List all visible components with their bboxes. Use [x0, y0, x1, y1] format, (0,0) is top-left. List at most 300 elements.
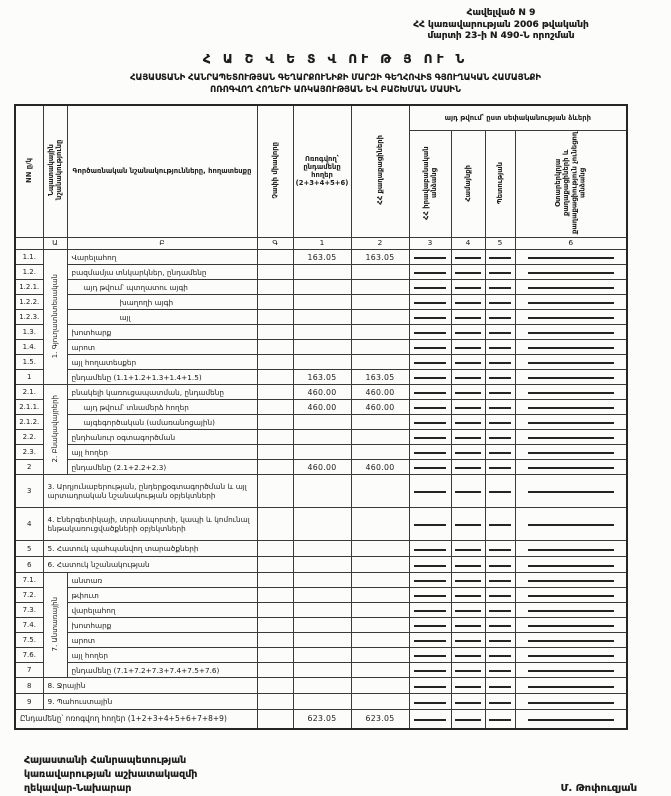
land-type: բազմամյա տնկարկներ, ընդամենը: [67, 265, 257, 280]
column-letter: 4: [451, 238, 485, 250]
row-number: 1.2.1.: [15, 280, 43, 295]
table-row: [15, 400, 627, 415]
column-letter: 3: [409, 238, 451, 250]
dash-cell: [409, 573, 451, 588]
value-cell: 460.00: [351, 385, 409, 400]
land-category: 3. Արդյունաբերության, ընդերքօգտագործման և այլ արտադրական նշանակության օբյեկտների: [43, 475, 257, 508]
col-header-community: Համայնքի: [451, 131, 485, 238]
value-cell: [293, 310, 351, 325]
land-type: Վարելահող: [67, 250, 257, 265]
value-cell: [351, 663, 409, 678]
dash-cell: [451, 445, 485, 460]
land-type: վարելահող: [67, 603, 257, 618]
dash-cell: [485, 541, 515, 557]
value-cell: 460.00: [351, 400, 409, 415]
signatory-line-1: Հայաստանի Հանրապետության: [24, 754, 187, 766]
unit-cell: [257, 280, 293, 295]
report-table: [14, 104, 628, 730]
row-number: 1: [15, 370, 43, 385]
dash-cell: [485, 694, 515, 710]
unit-cell: [257, 475, 293, 508]
table-row-grand-total: [15, 710, 627, 729]
table-row: [15, 250, 627, 265]
land-category: 6. Հատուկ նշանակության: [43, 557, 257, 573]
column-letter: Բ: [67, 238, 257, 250]
table-row: [15, 573, 627, 588]
land-type: խաղողի այգի: [67, 295, 257, 310]
unit-cell: [257, 355, 293, 370]
dash-cell: [515, 710, 627, 729]
dash-cell: [451, 430, 485, 445]
value-cell: 460.00: [293, 460, 351, 475]
row-number: 5: [15, 541, 43, 557]
dash-cell: [451, 588, 485, 603]
value-cell: [351, 280, 409, 295]
row-number: 2.1.: [15, 385, 43, 400]
row-number: 4: [15, 508, 43, 541]
row-number: 9: [15, 694, 43, 710]
dash-cell: [485, 340, 515, 355]
table-row-subtotal: [15, 663, 627, 678]
dash-cell: [409, 340, 451, 355]
unit-cell: [257, 370, 293, 385]
value-cell: [293, 603, 351, 618]
dash-cell: [485, 265, 515, 280]
dash-cell: [485, 618, 515, 633]
land-category: 4. Էներգետիկայի, տրանսպորտի, կապի և կոմունալ ենթակառուցվածքների օբյեկտների: [43, 508, 257, 541]
dash-cell: [515, 370, 627, 385]
column-letter: Ա: [43, 238, 67, 250]
dash-cell: [451, 295, 485, 310]
land-type: խոտհարք: [67, 325, 257, 340]
value-cell: 163.05: [293, 250, 351, 265]
dash-cell: [515, 694, 627, 710]
dash-cell: [485, 557, 515, 573]
value-cell: [351, 265, 409, 280]
dash-cell: [515, 633, 627, 648]
land-type: խոտհարք: [67, 618, 257, 633]
value-cell: [293, 557, 351, 573]
value-cell: [293, 573, 351, 588]
dash-cell: [409, 541, 451, 557]
col-header-functional: Գործառնական նշանակությունները, հողատեսքը: [67, 105, 257, 238]
value-cell: [351, 355, 409, 370]
dash-cell: [409, 355, 451, 370]
table-row-category: [15, 694, 627, 710]
land-type: անտառ: [67, 573, 257, 588]
table-row: [15, 430, 627, 445]
value-cell: 163.05: [293, 370, 351, 385]
value-cell: [293, 508, 351, 541]
value-cell: [293, 445, 351, 460]
value-cell: [351, 588, 409, 603]
table-row-category: [15, 508, 627, 541]
table-row-category: [15, 557, 627, 573]
dash-cell: [485, 508, 515, 541]
land-category: 8. Ջրային: [43, 678, 257, 694]
value-cell: 460.00: [351, 460, 409, 475]
signature-block: [0, 754, 671, 796]
value-cell: [351, 618, 409, 633]
col-header-purpose: Նպատակային նշանակությունը: [43, 105, 67, 238]
row-number: 2.1.2.: [15, 415, 43, 430]
value-cell: [293, 295, 351, 310]
dash-cell: [515, 557, 627, 573]
unit-cell: [257, 325, 293, 340]
dash-cell: [409, 250, 451, 265]
row-number: 2.2.: [15, 430, 43, 445]
value-cell: [293, 265, 351, 280]
row-number: 1.1.: [15, 250, 43, 265]
row-number: 1.5.: [15, 355, 43, 370]
value-cell: [351, 325, 409, 340]
value-cell: [293, 588, 351, 603]
dash-cell: [451, 310, 485, 325]
value-cell: [293, 541, 351, 557]
dash-cell: [451, 460, 485, 475]
unit-cell: [257, 385, 293, 400]
dash-cell: [451, 508, 485, 541]
row-number: 3: [15, 475, 43, 508]
subtitle-line-2: ՈՌՈԳՎՈՂ ՀՈՂԵՐԻ ԱՌԿԱՅՈՒԹՅԱՆ ԵՎ ԲԱՇԽՄԱՆ ՄԱՍԻՆ: [210, 83, 461, 94]
document-subtitle: [0, 72, 671, 96]
table-row: [15, 633, 627, 648]
dash-cell: [515, 648, 627, 663]
value-cell: [351, 648, 409, 663]
col-header-legal: ՀՀ իրավաբանական անձանց: [409, 131, 451, 238]
dash-cell: [485, 445, 515, 460]
dash-cell: [485, 415, 515, 430]
dash-cell: [485, 370, 515, 385]
row-number: 7.6.: [15, 648, 43, 663]
dash-cell: [409, 678, 451, 694]
value-cell: [351, 603, 409, 618]
unit-cell: [257, 541, 293, 557]
table-row: [15, 648, 627, 663]
dash-cell: [451, 618, 485, 633]
unit-cell: [257, 663, 293, 678]
signatory-title: [24, 754, 197, 796]
dash-cell: [515, 475, 627, 508]
dash-cell: [515, 460, 627, 475]
dash-cell: [485, 400, 515, 415]
row-number: 1.3.: [15, 325, 43, 340]
dash-cell: [409, 475, 451, 508]
land-type: այդ թվում՝ տնամերձ հողեր: [67, 400, 257, 415]
dash-cell: [451, 633, 485, 648]
unit-cell: [257, 310, 293, 325]
land-type: ընդամենը (2.1+2.2+2.3): [67, 460, 257, 475]
dash-cell: [485, 573, 515, 588]
dash-cell: [515, 445, 627, 460]
dash-cell: [451, 400, 485, 415]
value-cell: [293, 618, 351, 633]
dash-cell: [515, 415, 627, 430]
table-row: [15, 603, 627, 618]
value-cell: [351, 445, 409, 460]
row-number: 1.2.2.: [15, 295, 43, 310]
row-number: 7.2.: [15, 588, 43, 603]
dash-cell: [451, 325, 485, 340]
row-number: 1.4.: [15, 340, 43, 355]
row-number: 6: [15, 557, 43, 573]
dash-cell: [451, 475, 485, 508]
value-cell: [293, 280, 351, 295]
land-type: ընդամենը (1.1+1.2+1.3+1.4+1.5): [67, 370, 257, 385]
dash-cell: [451, 694, 485, 710]
value-cell: [351, 541, 409, 557]
value-cell: [351, 475, 409, 508]
dash-cell: [409, 460, 451, 475]
dash-cell: [485, 355, 515, 370]
dash-cell: [451, 265, 485, 280]
signatory-line-3: ղեկավար-Նախարար: [24, 783, 132, 795]
dash-cell: [515, 573, 627, 588]
appendix-block: [341, 8, 661, 43]
dash-cell: [451, 355, 485, 370]
value-cell: [293, 415, 351, 430]
dash-cell: [485, 710, 515, 729]
dash-cell: [409, 557, 451, 573]
dash-cell: [515, 340, 627, 355]
value-cell: [293, 633, 351, 648]
header-row-1: [15, 105, 627, 131]
dash-cell: [451, 648, 485, 663]
col-header-state: Պետության: [485, 131, 515, 238]
unit-cell: [257, 400, 293, 415]
value-cell: [293, 475, 351, 508]
dash-cell: [485, 648, 515, 663]
row-number: 1.2.: [15, 265, 43, 280]
value-cell: [293, 430, 351, 445]
dash-cell: [451, 340, 485, 355]
col-header-citizens: ՀՀ քաղաքացիների: [351, 105, 409, 238]
dash-cell: [485, 295, 515, 310]
dash-cell: [451, 557, 485, 573]
dash-cell: [515, 541, 627, 557]
value-cell: [351, 310, 409, 325]
group-label-agricultural: 1. Գյուղատնտեսական: [43, 250, 67, 385]
dash-cell: [451, 385, 485, 400]
value-cell: [351, 340, 409, 355]
subtitle-line-1: ՀԱՅԱՍՏԱՆԻ ՀԱՆՐԱՊԵՏՈՒԹՅԱՆ ԳԵՂԱՐՔՈՒՆԻՔԻ ՄԱՐԶԻ ԳԵՂՀՈՎԻՏ ԳՅՈՒՂԱԿԱՆ ՀԱՄԱՅՆՔԻ: [130, 72, 541, 83]
dash-cell: [485, 430, 515, 445]
dash-cell: [451, 415, 485, 430]
unit-cell: [257, 340, 293, 355]
dash-cell: [485, 250, 515, 265]
group-label-forest: 7. Անտառային: [43, 573, 67, 678]
dash-cell: [485, 588, 515, 603]
column-letter: 1: [293, 238, 351, 250]
dash-cell: [515, 430, 627, 445]
table-row-category: [15, 541, 627, 557]
value-cell: [351, 430, 409, 445]
unit-cell: [257, 678, 293, 694]
value-cell: 460.00: [293, 400, 351, 415]
table-row-subtotal: [15, 460, 627, 475]
row-number: 7: [15, 663, 43, 678]
dash-cell: [409, 310, 451, 325]
dash-cell: [515, 588, 627, 603]
dash-cell: [515, 355, 627, 370]
unit-cell: [257, 633, 293, 648]
dash-cell: [485, 603, 515, 618]
dash-cell: [409, 710, 451, 729]
value-cell: [293, 678, 351, 694]
column-letter: [15, 238, 43, 250]
dash-cell: [451, 541, 485, 557]
row-number: 7.1.: [15, 573, 43, 588]
value-cell: [351, 573, 409, 588]
land-type: բնակելի կառուցապատման, ընդամենը: [67, 385, 257, 400]
dash-cell: [451, 678, 485, 694]
unit-cell: [257, 603, 293, 618]
value-cell: [293, 325, 351, 340]
unit-cell: [257, 557, 293, 573]
column-letter: 6: [515, 238, 627, 250]
row-number: 2.3.: [15, 445, 43, 460]
dash-cell: [409, 588, 451, 603]
dash-cell: [409, 325, 451, 340]
dash-cell: [409, 694, 451, 710]
unit-cell: [257, 573, 293, 588]
land-type: արոտ: [67, 633, 257, 648]
value-cell: [293, 648, 351, 663]
col-header-including: այդ թվում՝ ըստ սեփականության ձևերի: [409, 105, 627, 131]
table-row: [15, 325, 627, 340]
dash-cell: [409, 415, 451, 430]
unit-cell: [257, 295, 293, 310]
dash-cell: [515, 678, 627, 694]
col-header-foreign: Օտարերկրյա քաղաքացիների և քաղաքացիություն չունեցող անձանց: [515, 131, 627, 238]
unit-cell: [257, 648, 293, 663]
signatory-line-2: կառավարության աշխատակազմի: [24, 768, 198, 780]
table-row: [15, 280, 627, 295]
land-type: թփուտ: [67, 588, 257, 603]
dash-cell: [515, 663, 627, 678]
land-type: այլ հողեր: [67, 445, 257, 460]
document-title: Հ Ա Շ Վ Ե Տ Վ ՈՒ Թ Յ ՈՒ Ն: [202, 52, 469, 67]
column-letter: Գ: [257, 238, 293, 250]
table-row: [15, 355, 627, 370]
table-row-category: [15, 678, 627, 694]
government-line: ՀՀ կառավարության 2006 թվականի: [413, 19, 589, 30]
value-cell: [351, 633, 409, 648]
dash-cell: [409, 445, 451, 460]
signatory-name: Մ. Թոփուզյան: [560, 783, 637, 795]
unit-cell: [257, 508, 293, 541]
dash-cell: [451, 370, 485, 385]
dash-cell: [409, 430, 451, 445]
dash-cell: [515, 280, 627, 295]
land-type: այգեգործական (ամառանոցային): [67, 415, 257, 430]
dash-cell: [485, 310, 515, 325]
value-cell: 163.05: [351, 370, 409, 385]
table-row: [15, 445, 627, 460]
column-letter: 5: [485, 238, 515, 250]
row-number: 8: [15, 678, 43, 694]
row-number: 7.4.: [15, 618, 43, 633]
land-type: ընդհանուր օգտագործման: [67, 430, 257, 445]
dash-cell: [515, 295, 627, 310]
unit-cell: [257, 430, 293, 445]
value-cell: 623.05: [351, 710, 409, 729]
unit-cell: [257, 618, 293, 633]
dash-cell: [409, 648, 451, 663]
dash-cell: [515, 603, 627, 618]
unit-cell: [257, 415, 293, 430]
value-cell: [351, 557, 409, 573]
dash-cell: [409, 603, 451, 618]
group-label-residential: 2. Բնակավայրերի: [43, 385, 67, 475]
dash-cell: [485, 678, 515, 694]
grand-total-label: Ընդամենը՝ ոռոգվող հողեր (1+2+3+4+5+6+7+8+9): [15, 710, 257, 729]
land-type: այլ: [67, 310, 257, 325]
land-type: այդ թվում՝ պտղատու այգի: [67, 280, 257, 295]
row-number: 7.3.: [15, 603, 43, 618]
value-cell: [293, 355, 351, 370]
unit-cell: [257, 445, 293, 460]
land-type: ընդամենը (7.1+7.2+7.3+7.4+7.5+7.6): [67, 663, 257, 678]
dash-cell: [515, 325, 627, 340]
land-category: 5. Հատուկ պահպանվող տարածքների: [43, 541, 257, 557]
dash-cell: [485, 385, 515, 400]
appendix-number: Հավելված N 9: [466, 8, 536, 18]
table-row: [15, 265, 627, 280]
dash-cell: [515, 618, 627, 633]
dash-cell: [515, 310, 627, 325]
table-row: [15, 618, 627, 633]
dash-cell: [515, 508, 627, 541]
row-number: 7.5.: [15, 633, 43, 648]
value-cell: 623.05: [293, 710, 351, 729]
dash-cell: [451, 280, 485, 295]
value-cell: [293, 340, 351, 355]
dash-cell: [451, 573, 485, 588]
dash-cell: [451, 663, 485, 678]
dash-cell: [485, 460, 515, 475]
unit-cell: [257, 265, 293, 280]
value-cell: 460.00: [293, 385, 351, 400]
col-header-nn: NN ը/կ: [15, 105, 43, 238]
table-row: [15, 340, 627, 355]
land-type: այլ հողատեսքեր: [67, 355, 257, 370]
dash-cell: [409, 400, 451, 415]
dash-cell: [515, 265, 627, 280]
unit-cell: [257, 710, 293, 729]
dash-cell: [409, 265, 451, 280]
unit-cell: [257, 694, 293, 710]
dash-cell: [409, 385, 451, 400]
dash-cell: [451, 710, 485, 729]
dash-cell: [485, 633, 515, 648]
column-letters-row: [15, 238, 627, 250]
row-number: 1.2.3.: [15, 310, 43, 325]
dash-cell: [409, 633, 451, 648]
dash-cell: [515, 250, 627, 265]
row-number: 2: [15, 460, 43, 475]
value-cell: [293, 694, 351, 710]
table-row: [15, 385, 627, 400]
table-row-subtotal: [15, 370, 627, 385]
table-row-category: [15, 475, 627, 508]
row-number: 2.1.1.: [15, 400, 43, 415]
value-cell: [351, 694, 409, 710]
unit-cell: [257, 250, 293, 265]
value-cell: [351, 295, 409, 310]
value-cell: [351, 678, 409, 694]
value-cell: [351, 508, 409, 541]
